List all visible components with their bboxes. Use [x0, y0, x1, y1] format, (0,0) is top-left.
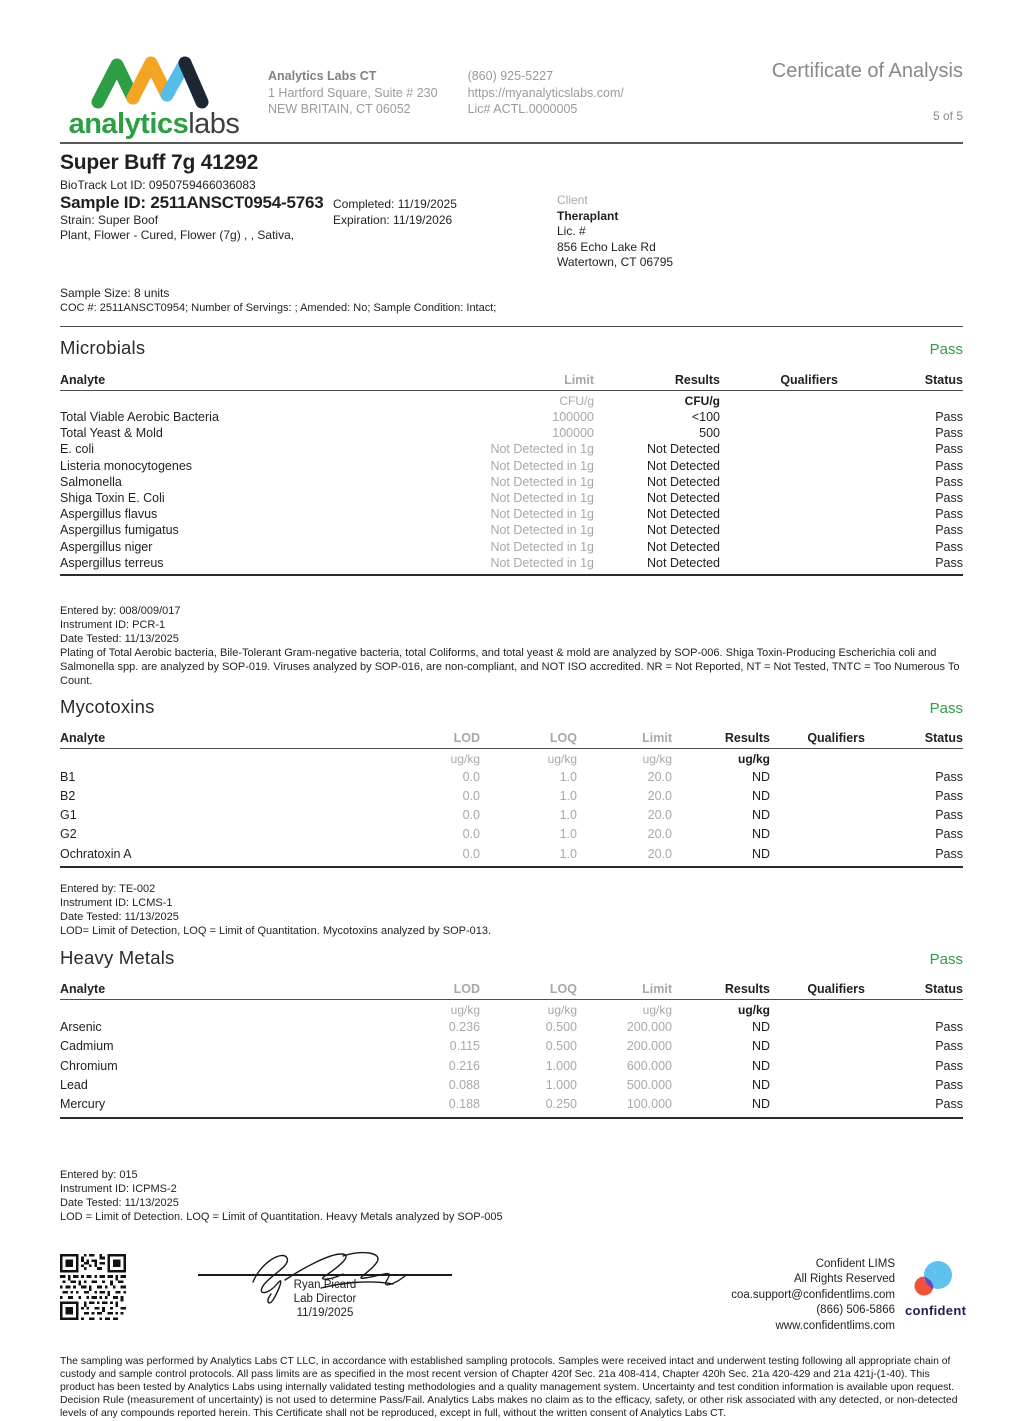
cell-results: ND — [751, 1020, 770, 1035]
product-name: Super Buff 7g 41292 — [60, 151, 259, 174]
cell-status: Pass — [935, 846, 963, 861]
microbials-section-head — [60, 337, 963, 359]
cell-results: ND — [751, 769, 770, 784]
cell-qualifiers — [720, 523, 838, 537]
cell-loq: 1.0 — [559, 827, 577, 842]
entered-by: Entered by: TE-002 — [60, 883, 156, 896]
lims-website: www.confidentlims.com — [775, 1319, 895, 1332]
cell-results: Not Detected — [647, 539, 720, 554]
col-analyte: Analyte — [60, 981, 106, 996]
cell-analyte: Total Viable Aerobic Bacteria — [60, 410, 219, 425]
cell-limit: 20.0 — [647, 827, 672, 842]
microbials-table — [60, 373, 963, 576]
cell-results: Not Detected — [647, 474, 720, 489]
signature-date: 11/19/2025 — [296, 1306, 354, 1319]
cell-limit: Not Detected in 1g — [490, 523, 594, 538]
cell-lod: 0.0 — [462, 769, 480, 784]
cell-results: ND — [751, 1096, 770, 1111]
mountains-logo-icon — [88, 52, 220, 112]
mycotoxins-table-body — [60, 767, 963, 868]
cell-results: ND — [751, 1039, 770, 1054]
cell-loq: 0.250 — [545, 1096, 577, 1111]
cell-qualifiers — [770, 808, 865, 822]
cell-results: <100 — [691, 410, 720, 425]
cell-status: Pass — [935, 769, 963, 784]
cell-analyte: Aspergillus niger — [60, 539, 153, 554]
method-note: LOD = Limit of Detection. LOQ = Limit of Quantitation. Heavy Metals analyzed by SOP-005 — [60, 1210, 503, 1223]
client-address-line1: 856 Echo Lake Rd — [557, 239, 656, 254]
lims-rights: All Rights Reserved — [794, 1273, 895, 1286]
lab-website: https://myanalyticslabs.com/ — [467, 85, 624, 100]
cell-status: Pass — [935, 539, 963, 554]
lab-address-line1: 1 Hartford Square, Suite # 230 — [268, 85, 438, 100]
col-loq: LOQ — [549, 981, 577, 996]
col-qualifiers: Qualifiers — [807, 981, 865, 996]
heavy-metals-units-row — [60, 1000, 963, 1018]
cell-limit: Not Detected in 1g — [490, 539, 594, 554]
unit-limit: ug/kg — [642, 752, 672, 767]
cell-status: Pass — [935, 1039, 963, 1054]
mycotoxins-title: Mycotoxins — [60, 696, 155, 718]
instrument-id: Instrument ID: LCMS-1 — [60, 897, 173, 910]
signature-block — [198, 1254, 452, 1320]
cell-status: Pass — [935, 1077, 963, 1092]
disclaimer: The sampling was performed by Analytics Labs CT LLC, in accordance with established sampling protocols. Samples were received intact and underwent testing following all appropriate chain of custody and sample control protocols. All pass limits are as specified in the most recent version of Chapter 420f Sec. 21a 408-414, Chapter 420h Sec. 21a 420-429 and 21a 421j-(1-40). This product has been tested by Analytics Labs using internally validated testing methodologies and a quality management system. Uncertainty and test condition information is available upon request. Decision Rule (measurement of uncertainty) is not used to determine Pass/Fail. Analytics Labs makes no claim as to the efficacy, safety, or other risk associated with any detected, or non-detected levels of any compounds reported herein. This Certificate shall not be reproduced, except in full, without the written consent of Analytics Labs CT. — [60, 1356, 958, 1419]
instrument-id: Instrument ID: PCR-1 — [60, 618, 166, 631]
cell-qualifiers — [770, 789, 865, 803]
lims-email: coa.support@confidentlims.com — [731, 1288, 895, 1301]
col-analyte: Analyte — [60, 731, 106, 746]
unit-loq: ug/kg — [547, 1002, 577, 1017]
lims-name: Confident LIMS — [815, 1257, 895, 1270]
cell-qualifiers — [770, 847, 865, 861]
cell-lod: 0.236 — [448, 1020, 480, 1035]
cell-status: Pass — [935, 808, 963, 823]
cell-loq: 1.000 — [545, 1058, 577, 1073]
cell-status: Pass — [935, 523, 963, 538]
cell-results: ND — [751, 808, 770, 823]
unit-lod: ug/kg — [450, 1002, 480, 1017]
signatory-role: Lab Director — [293, 1292, 357, 1305]
cell-qualifiers — [720, 442, 838, 456]
microbials-table-header — [60, 373, 963, 391]
col-status: Status — [924, 981, 963, 996]
cell-results: Not Detected — [647, 507, 720, 522]
section-divider — [60, 326, 963, 327]
lims-block — [731, 1254, 967, 1335]
cell-analyte: Shiga Toxin E. Coli — [60, 491, 165, 505]
client-block — [557, 193, 673, 271]
sample-size: Sample Size: 8 units — [60, 285, 170, 300]
logo-text-labs: labs — [188, 108, 240, 140]
cell-analyte: B2 — [60, 789, 76, 804]
table-row — [60, 538, 963, 554]
date-tested: Date Tested: 11/13/2025 — [60, 1196, 179, 1209]
mycotoxins-footer — [60, 882, 963, 938]
microbials-footer — [60, 604, 963, 688]
signatory-name: Ryan Picard — [293, 1278, 357, 1291]
mycotoxins-status-badge: Pass — [929, 700, 963, 718]
cell-results: Not Detected — [647, 491, 720, 505]
col-qualifiers: Qualifiers — [807, 731, 865, 746]
cell-status: Pass — [935, 474, 963, 489]
cell-qualifiers — [720, 540, 838, 554]
table-row — [60, 767, 963, 786]
entered-by: Entered by: 008/009/017 — [60, 604, 181, 617]
unit-loq: ug/kg — [547, 752, 577, 767]
cell-limit: Not Detected in 1g — [490, 458, 594, 473]
cell-qualifiers — [720, 475, 838, 489]
lims-text — [731, 1254, 895, 1335]
cell-status: Pass — [935, 789, 963, 804]
table-row — [60, 1018, 963, 1037]
cell-limit: Not Detected in 1g — [490, 491, 594, 505]
cell-qualifiers — [770, 827, 865, 841]
table-row — [60, 522, 963, 538]
cell-status: Pass — [935, 458, 963, 473]
confident-circles-icon — [911, 1258, 957, 1300]
cell-qualifiers — [720, 507, 838, 521]
cell-loq: 1.0 — [559, 808, 577, 823]
cell-results: ND — [751, 827, 770, 842]
cell-status: Pass — [935, 491, 963, 505]
cell-lod: 0.0 — [462, 789, 480, 804]
cell-results: ND — [751, 846, 770, 861]
table-row — [60, 490, 963, 506]
cell-lod: 0.0 — [462, 846, 480, 861]
lab-name: Analytics Labs CT — [268, 69, 377, 83]
heavy-metals-status-badge: Pass — [929, 950, 963, 968]
cell-limit: 20.0 — [647, 789, 672, 804]
cell-status: Pass — [935, 1096, 963, 1111]
cell-analyte: G2 — [60, 827, 77, 842]
entered-by: Entered by: 015 — [60, 1168, 138, 1181]
cell-qualifiers — [770, 1097, 865, 1111]
logo-wordmark — [60, 110, 248, 139]
table-row — [60, 1075, 963, 1094]
cell-loq: 0.500 — [545, 1020, 577, 1035]
cell-status: Pass — [935, 1058, 963, 1073]
logo-text-analytics: analytics — [68, 108, 189, 140]
heavy-metals-table — [60, 982, 963, 1119]
table-row — [60, 844, 963, 863]
cell-qualifiers — [720, 491, 838, 505]
mycotoxins-table-header — [60, 731, 963, 749]
heavy-metals-table-header — [60, 982, 963, 1000]
unit-lod: ug/kg — [450, 752, 480, 767]
cell-results: ND — [751, 1058, 770, 1073]
cell-results: ND — [751, 1077, 770, 1092]
cell-analyte: Chromium — [60, 1058, 118, 1073]
cell-status: Pass — [935, 442, 963, 457]
mycotoxins-units-row — [60, 749, 963, 767]
unit-limit: ug/kg — [642, 1002, 672, 1017]
lab-phone: (860) 925-5227 — [467, 69, 554, 83]
cell-limit: 100000 — [552, 426, 594, 441]
microbials-status-badge: Pass — [929, 340, 963, 358]
lab-contact-block — [468, 52, 624, 118]
cell-qualifiers — [770, 1039, 865, 1053]
cell-loq: 1.0 — [559, 789, 577, 804]
strain: Strain: Super Boof — [60, 213, 159, 227]
cell-limit: Not Detected in 1g — [490, 555, 594, 570]
sample-id: Sample ID: 2511ANSCT0954-5763 — [60, 193, 324, 212]
col-limit: Limit — [642, 731, 672, 746]
table-row — [60, 1056, 963, 1075]
col-lod: LOD — [453, 981, 480, 996]
expiration-date: Expiration: 11/19/2026 — [333, 213, 453, 228]
signatory — [198, 1278, 452, 1320]
table-row — [60, 425, 963, 441]
method-note: Plating of Total Aerobic bacteria, Bile-Tolerant Gram-negative bacteria, total Coliforms, and total yeast & mold are analyzed by SOP-006. Shiga Toxin-Producing Escherichia coli and Salmonella spp. are analyzed by SOP-019. Viruses analyzed by SOP-016, are non-compliant, and NOT ISO accredited. NR = Not Reported, NT = Not Tested, TNTC = Too Numerous To Count. — [60, 647, 960, 688]
header-divider — [60, 142, 963, 144]
cell-limit: 20.0 — [647, 846, 672, 861]
table-row — [60, 806, 963, 825]
col-lod: LOD — [453, 731, 480, 746]
mycotoxins-section-head — [60, 696, 963, 718]
cell-qualifiers — [770, 1078, 865, 1092]
cell-status: Pass — [935, 426, 963, 441]
lab-logo — [60, 52, 248, 139]
col-limit: Limit — [564, 372, 594, 387]
col-results: Results — [724, 731, 770, 746]
cell-results: Not Detected — [647, 458, 720, 473]
cell-analyte: Aspergillus fumigatus — [60, 523, 179, 538]
microbials-table-body — [60, 409, 963, 576]
page-indicator: 5 of 5 — [932, 109, 963, 123]
col-loq: LOQ — [549, 731, 577, 746]
cell-qualifiers — [720, 410, 838, 424]
unit-results: CFU/g — [684, 393, 720, 408]
col-status: Status — [924, 372, 963, 387]
cell-results: 500 — [699, 426, 720, 441]
col-analyte: Analyte — [60, 372, 106, 387]
table-row — [60, 1094, 963, 1113]
heavy-metals-title: Heavy Metals — [60, 946, 175, 968]
cell-status: Pass — [935, 827, 963, 842]
client-label: Client — [557, 193, 588, 207]
cell-loq: 1.0 — [559, 769, 577, 784]
cell-analyte: Aspergillus terreus — [60, 555, 164, 570]
lab-address-block — [268, 52, 438, 118]
lab-license: Lic# ACTL.0000005 — [467, 102, 578, 116]
microbials-title: Microbials — [60, 336, 146, 358]
cell-results: ND — [751, 789, 770, 804]
cell-analyte: Arsenic — [60, 1020, 102, 1035]
cell-loq: 0.500 — [545, 1039, 577, 1054]
col-limit: Limit — [642, 981, 672, 996]
col-results: Results — [674, 372, 720, 387]
dates-block — [333, 193, 499, 271]
cell-limit: 200.000 — [626, 1020, 672, 1035]
cell-results: Not Detected — [647, 523, 720, 538]
cell-results: Not Detected — [647, 442, 720, 457]
unit-results: ug/kg — [738, 752, 770, 767]
qr-code — [60, 1254, 126, 1320]
cell-qualifiers — [720, 459, 838, 473]
cell-lod: 0.216 — [448, 1058, 480, 1073]
heavy-metals-section-head — [60, 947, 963, 969]
cell-analyte: G1 — [60, 808, 77, 823]
date-tested: Date Tested: 11/13/2025 — [60, 911, 179, 924]
cell-analyte: Ochratoxin A — [60, 846, 132, 861]
sample-id-block — [60, 193, 333, 271]
client-license: Lic. # — [557, 224, 586, 239]
col-qualifiers: Qualifiers — [780, 372, 838, 387]
cell-analyte: Salmonella — [60, 474, 122, 489]
cell-loq: 1.0 — [559, 846, 577, 861]
cell-limit: 20.0 — [647, 808, 672, 823]
cell-qualifiers — [770, 1059, 865, 1073]
cell-lod: 0.115 — [449, 1039, 480, 1054]
table-row — [60, 506, 963, 522]
header — [60, 0, 963, 139]
table-row — [60, 787, 963, 806]
cell-qualifiers — [720, 556, 838, 570]
confident-wordmark: confident — [905, 1302, 967, 1318]
cell-status: Pass — [935, 410, 963, 425]
cell-analyte: Total Yeast & Mold — [60, 426, 163, 441]
cell-status: Pass — [935, 1020, 963, 1035]
col-results: Results — [724, 981, 770, 996]
cell-limit: 100.000 — [626, 1096, 672, 1111]
cell-lod: 0.088 — [448, 1077, 480, 1092]
cell-limit: 20.0 — [647, 769, 672, 784]
cell-limit: 500.000 — [626, 1077, 672, 1092]
signature-row — [60, 1254, 967, 1335]
cell-analyte: E. coli — [60, 442, 95, 457]
table-row — [60, 458, 963, 474]
cell-analyte: Aspergillus flavus — [60, 507, 158, 522]
table-row — [60, 441, 963, 457]
lims-phone: (866) 506-5866 — [816, 1304, 895, 1317]
cell-limit: Not Detected in 1g — [490, 507, 594, 522]
cell-lod: 0.188 — [448, 1096, 480, 1111]
client-address-line2: Watertown, CT 06795 — [557, 255, 674, 270]
cell-analyte: Listeria monocytogenes — [60, 458, 193, 473]
date-tested: Date Tested: 11/13/2025 — [60, 633, 179, 645]
cell-loq: 1.000 — [545, 1077, 577, 1092]
sample-description: Plant, Flower - Cured, Flower (7g) , , Sativa, — [60, 228, 295, 243]
cell-status: Pass — [935, 507, 963, 522]
cell-limit: 200.000 — [626, 1039, 672, 1054]
cell-analyte: Cadmium — [60, 1039, 114, 1054]
mycotoxins-table — [60, 731, 963, 868]
confident-logo — [905, 1254, 967, 1318]
cell-status: Pass — [935, 555, 963, 570]
heavy-metals-table-body — [60, 1018, 963, 1119]
microbials-units-row — [60, 391, 963, 409]
cell-lod: 0.0 — [462, 827, 480, 842]
lab-address-line2: NEW BRITAIN, CT 06052 — [268, 102, 411, 116]
table-row — [60, 474, 963, 490]
client-name: Theraplant — [557, 208, 619, 223]
cell-results: Not Detected — [647, 555, 720, 570]
cell-analyte: Mercury — [60, 1096, 106, 1111]
document-title: Certificate of Analysis — [771, 60, 963, 82]
cell-qualifiers — [770, 770, 865, 784]
method-note: LOD= Limit of Detection, LOQ = Limit of Quantitation. Mycotoxins analyzed by SOP-013. — [60, 925, 492, 938]
cell-limit: 100000 — [552, 410, 594, 425]
biotrack-lot-id: BioTrack Lot ID: 0950759466036083 — [60, 178, 256, 192]
cell-qualifiers — [720, 426, 838, 440]
coc-line: COC #: 2511ANSCT0954; Number of Servings: ; Amended: No; Sample Condition: Intact; — [60, 301, 497, 314]
cell-analyte: Lead — [60, 1077, 88, 1092]
table-row — [60, 825, 963, 844]
heavy-metals-footer — [60, 1168, 963, 1224]
sample-info-row — [60, 193, 963, 271]
table-row — [60, 1037, 963, 1056]
completed-date: Completed: 11/19/2025 — [333, 197, 457, 211]
header-right — [772, 52, 963, 123]
cell-limit: Not Detected in 1g — [490, 442, 594, 457]
instrument-id: Instrument ID: ICPMS-2 — [60, 1182, 177, 1195]
cell-analyte: B1 — [60, 769, 76, 784]
unit-results: ug/kg — [738, 1002, 770, 1017]
cell-lod: 0.0 — [462, 808, 480, 823]
cell-qualifiers — [770, 1020, 865, 1034]
table-row — [60, 555, 963, 571]
cell-limit: Not Detected in 1g — [490, 474, 594, 489]
table-row — [60, 409, 963, 425]
unit-limit: CFU/g — [559, 393, 594, 408]
col-status: Status — [924, 731, 963, 746]
cell-limit: 600.000 — [626, 1058, 672, 1073]
